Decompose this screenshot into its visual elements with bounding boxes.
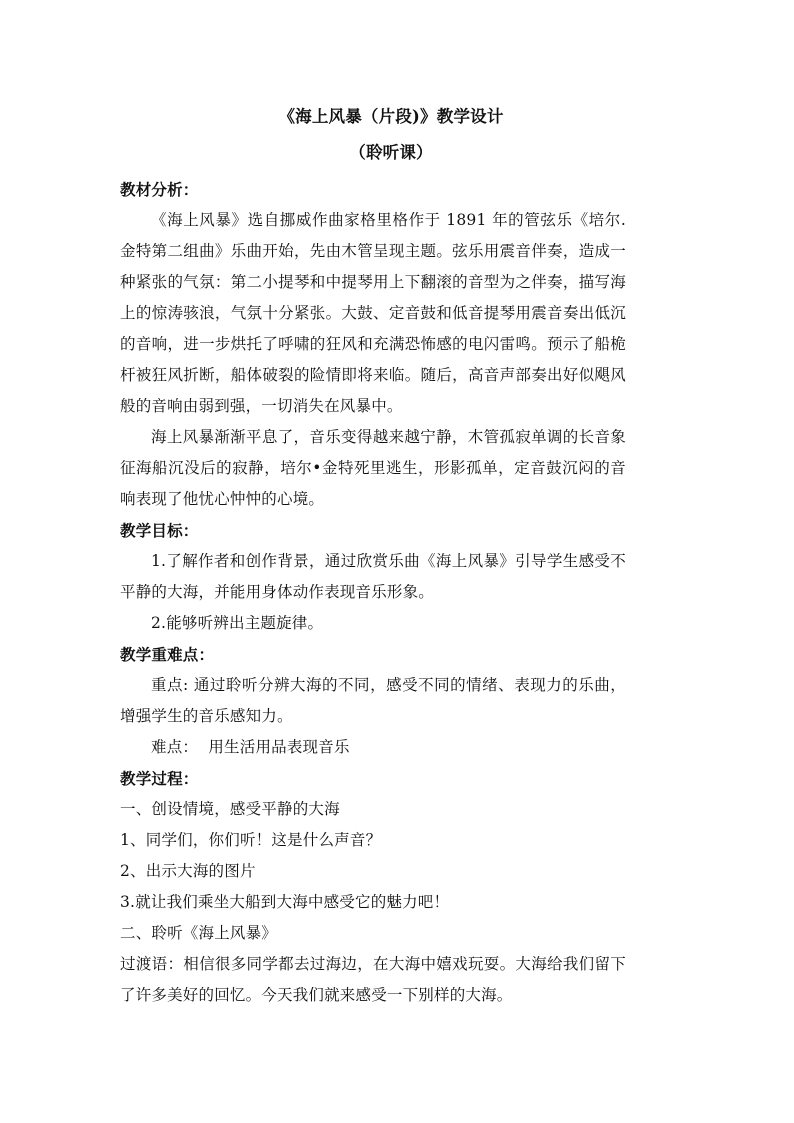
process-step-1-3: 3.就让我们乘坐大船到大海中感受它的魅力吧！ <box>120 893 450 911</box>
process-step-1-1: 1、同学们，你们听！这是什么声音？ <box>120 831 382 849</box>
process-step-1-2: 2、出示大海的图片 <box>120 862 256 880</box>
keypoints-heading: 教学重难点： <box>120 645 215 664</box>
process-transition: 过渡语：相信很多同学都去过海边，在大海中嬉戏玩耍。大海给我们留下了许多美好的回忆。今天我们就来感受一下别样的大海。 <box>120 955 626 1004</box>
analysis-paragraph-1: 《海上风暴》选自挪威作曲家格里格作于 1891 年的管弦乐《培尔.金特第二组曲》乐曲开始，先由木管呈现主题。弦乐用震音伴奏，造成一种紧张的气氛：第二小提琴和中提琴用上下翻滚的音型为之伴奏，描写海上的惊涛骇浪，气氛十分紧张。大鼓、定音鼓和低音提琴用震音奏出低沉的音响，进一步烘托了呼啸的狂风和充满恐怖感的电闪雷鸣。预示了船桅杆被狂风折断，船体破裂的险情即将来临。随后，高音声部奏出好似飓风般的音响由弱到强，一切消失在风暴中。 <box>120 211 626 415</box>
process-heading: 教学过程： <box>120 769 199 788</box>
goals-item-1: 1.了解作者和创作背景，通过欣赏乐曲《海上风暴》引导学生感受不平静的大海，并能用身体动作表现音乐形象。 <box>120 552 626 601</box>
document-content <box>120 100 626 1011</box>
document-subtitle: （聆听课） <box>349 143 433 162</box>
keypoints-focus: 重点: 通过聆听分辨大海的不同，感受不同的情绪、表现力的乐曲，增强学生的音乐感知力。 <box>120 676 626 725</box>
process-step-1: 一、创设情境，感受平静的大海 <box>120 800 340 818</box>
keypoints-difficulty: 难点： 用生活用品表现音乐 <box>151 738 350 756</box>
document-title: 《海上风暴（片段)》教学设计 <box>278 107 504 126</box>
goals-heading: 教学目标： <box>120 521 199 540</box>
process-step-2: 二、聆听《海上风暴》 <box>120 924 278 942</box>
analysis-heading: 教材分析： <box>120 180 199 199</box>
goals-item-2: 2.能够听辨出主题旋律。 <box>151 614 324 632</box>
analysis-paragraph-2: 海上风暴渐渐平息了，音乐变得越来越宁静，木管孤寂单调的长音象征海船沉没后的寂静，培尔•金特死里逃生，形影孤单，定音鼓沉闷的音响表现了他忧心忡忡的心境。 <box>120 428 626 508</box>
